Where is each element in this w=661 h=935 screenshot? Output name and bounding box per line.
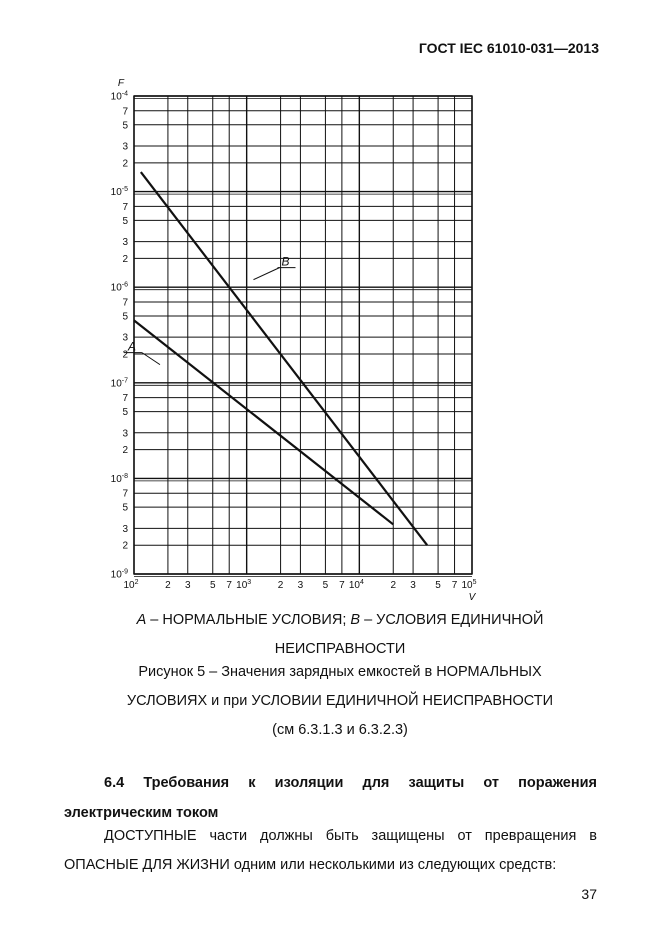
plot-frame <box>134 96 472 574</box>
page-number: 37 <box>581 886 597 902</box>
y-tick-label: 2 <box>122 349 128 361</box>
legend-b-letter: В <box>350 612 361 628</box>
y-axis-label: F <box>117 78 124 89</box>
x-tick-label: 3 <box>184 580 191 591</box>
x-tick-label: 5 <box>209 580 216 591</box>
y-tick-label: 7 <box>122 297 128 309</box>
x-tick-label: 2 <box>165 580 171 591</box>
y-tick-label: 2 <box>122 540 128 552</box>
y-tick-label: 3 <box>122 237 128 249</box>
x-tick-label: 7 <box>339 580 345 591</box>
x-tick-label: 5 <box>435 580 441 591</box>
y-tick-label: 7 <box>122 106 128 118</box>
x-tick-label: 7 <box>451 580 458 591</box>
y-tick-label: 2 <box>122 253 128 265</box>
x-tick-label: 2 <box>277 580 284 591</box>
x-tick-label: 7 <box>226 580 232 591</box>
y-tick-label: $10^{-6}$ <box>110 281 128 294</box>
series-label-B: B <box>281 254 290 269</box>
x-tick-label: $10^2$ <box>123 579 139 591</box>
x-tick-label: 2 <box>390 580 397 591</box>
legend-line2: НЕИСПРАВНОСТИ <box>274 641 406 657</box>
y-tick-label: 2 <box>122 158 128 170</box>
section-heading <box>64 768 597 828</box>
y-tick-label: 3 <box>122 332 128 344</box>
legend-a-text: – НОРМАЛЬНЫЕ УСЛОВИЯ; <box>146 612 351 628</box>
legend-b-text: – УСЛОВИЯ ЕДИНИЧНОЙ <box>360 612 544 628</box>
y-tick-label: 7 <box>122 201 128 213</box>
figure-caption <box>60 658 620 745</box>
x-tick-label: $10^3$ <box>236 579 252 591</box>
body-paragraph <box>64 822 597 880</box>
section-number: 6.4 <box>104 775 125 791</box>
y-tick-label: $10^{-8}$ <box>110 472 128 485</box>
document-header: ГОСТ IEC 61010-031—2013 <box>418 40 599 56</box>
y-tick-label: $10^{-5}$ <box>110 186 128 199</box>
section-title: Требования к изоляции для защиты от поражения электрическим током <box>64 775 597 821</box>
y-tick-label: 5 <box>122 311 128 323</box>
y-tick-label: 3 <box>122 523 128 535</box>
x-axis-label: V <box>468 592 476 603</box>
capacitance-chart <box>96 72 496 603</box>
x-tick-label: 5 <box>322 580 329 591</box>
x-tick-label: 3 <box>297 580 304 591</box>
x-tick-label: 3 <box>410 580 416 591</box>
y-tick-label: $10^{-9}$ <box>110 568 128 581</box>
caption-line1: Рисунок 5 – Значения зарядных емкостей в НОРМАЛЬНЫХ <box>138 664 542 680</box>
caption-line2: УСЛОВИЯХ и при УСЛОВИИ ЕДИНИЧНОЙ НЕИСПРАВНОСТИ <box>126 693 554 709</box>
legend-a-letter: А <box>136 612 147 628</box>
caption-line3: (см 6.3.1.3 и 6.3.2.3) <box>272 722 408 738</box>
y-tick-label: $10^{-4}$ <box>110 90 128 103</box>
figure-legend <box>60 606 620 664</box>
series-line-A <box>134 320 393 524</box>
y-tick-label: 7 <box>122 488 128 500</box>
paragraph-text: ДОСТУПНЫЕ части должны быть защищены от превращения в ОПАСНЫЕ ДЛЯ ЖИЗНИ одним или несколькими из следующих средств: <box>64 828 597 873</box>
y-tick-label: 3 <box>122 428 128 440</box>
y-tick-label: 5 <box>122 502 128 514</box>
y-tick-label: 3 <box>122 141 128 153</box>
y-tick-label: 2 <box>122 445 128 457</box>
y-tick-label: 5 <box>122 215 128 227</box>
y-tick-label: 5 <box>122 120 128 132</box>
y-tick-label: $10^{-7}$ <box>110 377 128 390</box>
y-tick-label: 5 <box>122 407 128 419</box>
x-tick-label: $10^5$ <box>461 579 477 591</box>
series-label-A: A <box>127 339 136 354</box>
x-tick-label: $10^4$ <box>348 579 364 591</box>
y-tick-label: 7 <box>122 393 128 405</box>
series-leader-B <box>254 268 280 280</box>
